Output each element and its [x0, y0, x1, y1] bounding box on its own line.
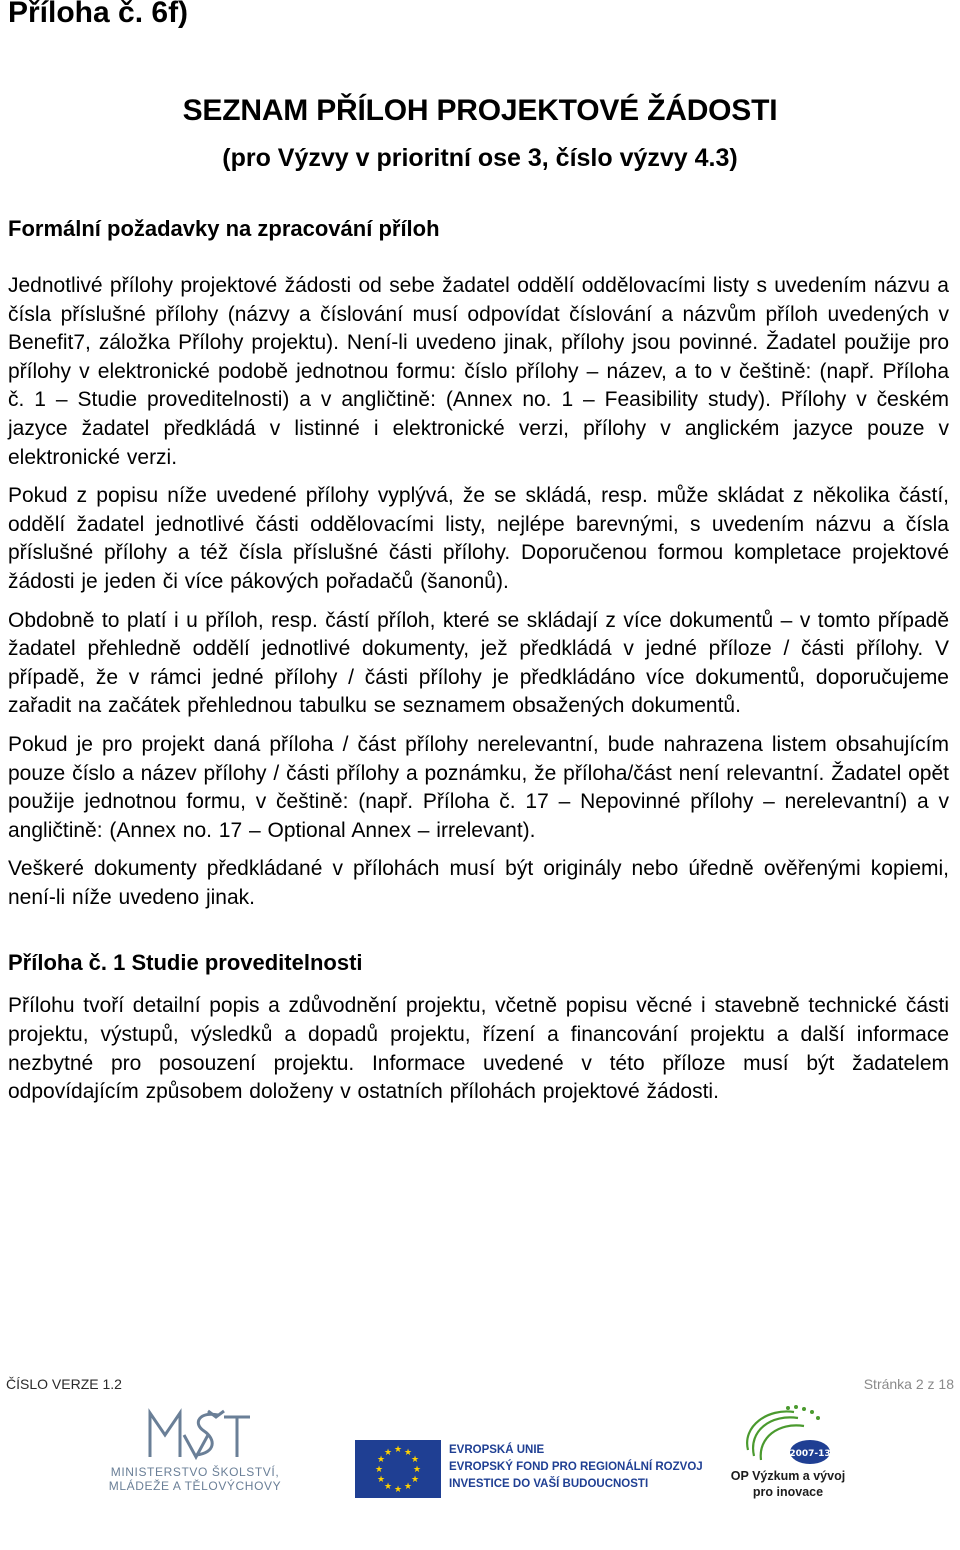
svg-text:★: ★ — [393, 1485, 403, 1495]
paragraph: Jednotlivé přílohy projektové žádosti od sebe žadatel oddělí oddělovacími listy s uvedením názvu a čísla příslušné přílohy (názvy a číslování musí odpovídat číslování a názvům příloh uvedených v Benefit7, záložka Přílohy projektu). Není-li uvedeno jinak, přílohy jsou povinné. Žadatel použije pro přílohy v elektronické podobě jednotnou formu: číslo přílohy – název, a to v češtině: (např. Příloha č. 1 – Studie proveditelnosti) a v angličtině: (Annex no. 1 – Feasibility study). Přílohy v českém jazyce žadatel předkládá v listinné i elektronické verzi, přílohy v anglickém jazyce pouze v elektronické verzi. — [8, 274, 949, 469]
eu-logo — [355, 1440, 703, 1498]
attachment-label: Příloha č. 6f) — [8, 0, 189, 29]
svg-text:★: ★ — [376, 1455, 386, 1465]
svg-text:★: ★ — [374, 1465, 384, 1475]
op-years-label: 2007-13 — [789, 1449, 831, 1459]
paragraph: Obdobně to platí i u příloh, resp. částí příloh, které se skládají z více dokumentů – v tomto případě žadatel přehledně oddělí jednotlivé dokumenty, jež předkládá v jedné příloze / části přílohy. V případě, že v rámci jedné přílohy / části přílohy je předkládáno více dokumentů, doporučujeme zařadit na začátek přehlednou tabulku se seznamem obsažených dokumentů. — [8, 608, 949, 718]
document-subtitle: (pro Výzvy v prioritní ose 3, číslo výzvy 4.3) — [222, 144, 738, 172]
svg-text:★: ★ — [383, 1448, 393, 1458]
body-text — [8, 272, 949, 1117]
eu-logo-text: EVROPSKÁ UNIE EVROPSKÝ FOND PRO REGIONÁLNÍ ROZVOJ INVESTICE DO VAŠÍ BUDOUCNOSTI — [449, 1444, 703, 1490]
footer-version: ČÍSLO VERZE 1.2 — [6, 1376, 122, 1392]
document-title: SEZNAM PŘÍLOH PROJEKTOVÉ ŽÁDOSTI — [182, 94, 778, 127]
paragraph: Pokud z popisu níže uvedené přílohy vyplývá, že se skládá, resp. může skládat z několika částí, oddělí žadatel jednotlivé části oddělovacími listy, nejlépe barevnými, s uvedením názvu a čísla příslušné přílohy a též čísla příslušné části přílohy. Doporučenou formou kompletace projektové žádosti je jeden či více pákových pořadačů (šanonů). — [8, 484, 949, 593]
svg-text:★: ★ — [410, 1455, 420, 1465]
op-logo-text: OP Výzkum a vývoj pro inovace — [730, 1469, 846, 1499]
msmt-logo-text: MINISTERSTVO ŠKOLSTVÍ, MLÁDEŽE A TĚLOVÝCHOVY — [108, 1465, 282, 1493]
footer-page-number: Stránka 2 z 18 — [863, 1376, 954, 1392]
section-heading-formal: Formální požadavky na zpracování příloh — [8, 216, 440, 241]
svg-text:★: ★ — [403, 1448, 413, 1458]
msmt-emblem-icon — [100, 1405, 290, 1465]
svg-text:★: ★ — [383, 1482, 393, 1492]
svg-text:★: ★ — [410, 1475, 420, 1485]
paragraph: Pokud je pro projekt daná příloha / část přílohy nerelevantní, bude nahrazena listem obsahujícím pouze číslo a název přílohy / části přílohy a poznámku, že příloha/část není relevantní. Žadatel opět použije jednotnou formu, v češtině: (např. Příloha č. 17 – Nepovinné přílohy – nerelevantní) a v angličtině: (Annex no. 17 – Optional Annex – irrelevant). — [8, 732, 949, 842]
paragraph: Veškeré dokumenty předkládané v přílohách musí být originály nebo úředně ověřenými kopiemi, není-li níže uvedeno jinak. — [8, 857, 949, 909]
paragraph: Přílohu tvoří detailní popis a zdůvodnění projektu, včetně popisu věcné i stavebně technické části projektu, výstupů, výsledků a dopadů projektu, řízení a financování projektu a další informace nezbytné pro posouzení projektu. Informace uvedené v této příloze musí být žadatelem odpovídajícím způsobem doloženy v ostatních přílohách projektové žádosti. — [8, 994, 949, 1104]
msmt-logo — [100, 1405, 290, 1500]
op-vavpi-logo — [728, 1400, 846, 1512]
svg-text:★: ★ — [393, 1445, 403, 1455]
eu-flag-icon — [355, 1440, 441, 1498]
svg-text:★: ★ — [403, 1482, 413, 1492]
section-heading-study: Příloha č. 1 Studie proveditelnosti — [8, 950, 363, 976]
op-swoosh-icon — [728, 1400, 846, 1468]
svg-text:★: ★ — [412, 1465, 422, 1475]
svg-text:★: ★ — [376, 1475, 386, 1485]
